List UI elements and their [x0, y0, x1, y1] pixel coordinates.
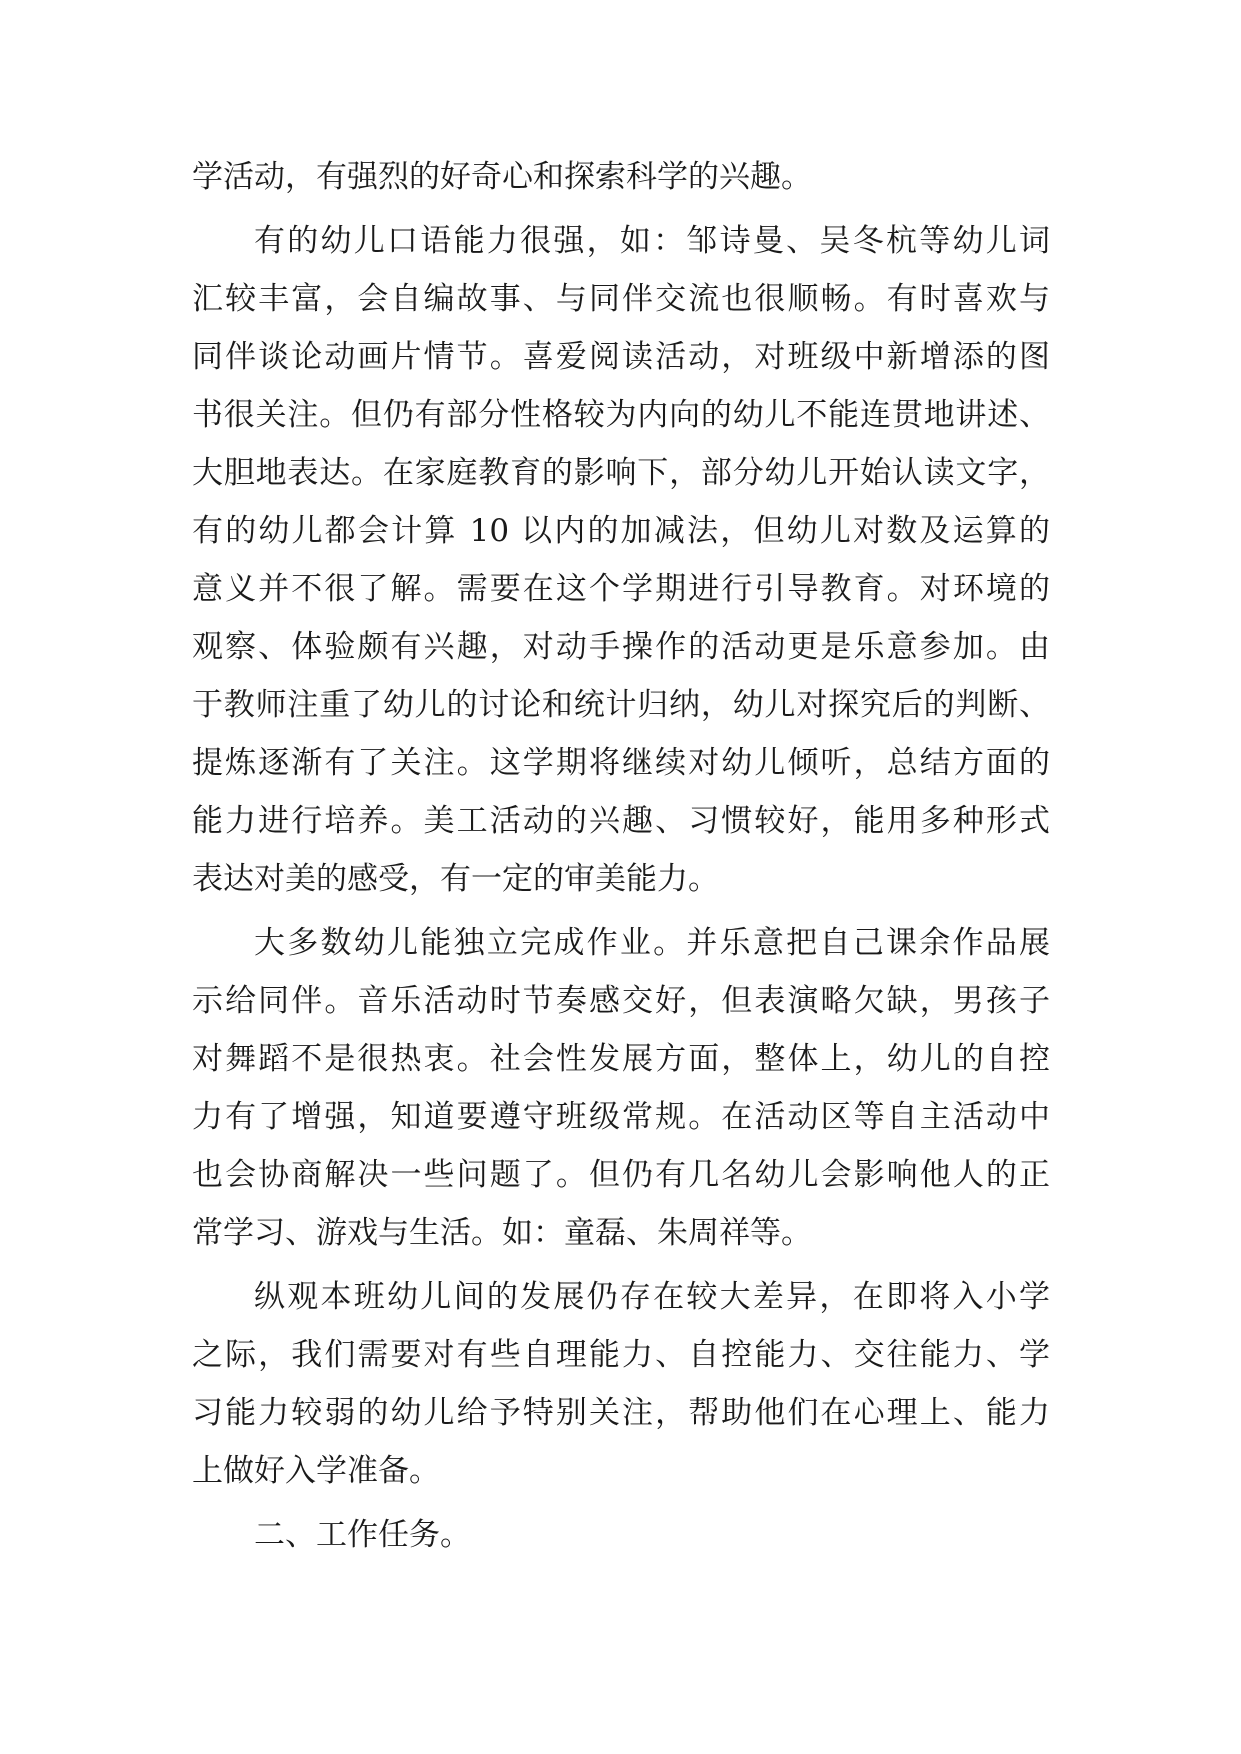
text-line: 之际，我们需要对有些自理能力、自控能力、交往能力、学: [192, 1337, 1050, 1373]
text-line: 观察、体验颇有兴趣，对动手操作的活动更是乐意参加。由: [192, 629, 1050, 665]
text-line: 常学习、游戏与生活。如：童磊、朱周祥等。: [192, 1215, 812, 1251]
text-line: 学活动，有强烈的好奇心和探索科学的兴趣。: [192, 159, 812, 195]
text-line: 也会协商解决一些问题了。但仍有几名幼儿会影响他人的正: [192, 1157, 1050, 1193]
text-line: 习能力较弱的幼儿给予特别关注，帮助他们在心理上、能力: [192, 1395, 1050, 1431]
text-line: 示给同伴。音乐活动时节奏感交好，但表演略欠缺，男孩子: [192, 983, 1050, 1019]
text-line: 能力进行培养。美工活动的兴趣、习惯较好，能用多种形式: [192, 803, 1050, 839]
text-line: 大多数幼儿能独立完成作业。并乐意把自己课余作品展: [254, 925, 1050, 961]
text-line: 同伴谈论动画片情节。喜爱阅读活动，对班级中新增添的图: [192, 339, 1050, 375]
section-heading: 二、工作任务。: [254, 1517, 471, 1553]
text-line: 提炼逐渐有了关注。这学期将继续对幼儿倾听，总结方面的: [192, 745, 1050, 781]
text-line: 有的幼儿口语能力很强，如：邹诗曼、吴冬杭等幼儿词: [254, 223, 1050, 259]
text-line: 于教师注重了幼儿的讨论和统计归纳，幼儿对探究后的判断、: [192, 687, 1050, 723]
text-line: 纵观本班幼儿间的发展仍存在较大差异，在即将入小学: [254, 1279, 1050, 1315]
text-line: 大胆地表达。在家庭教育的影响下，部分幼儿开始认读文字，: [192, 455, 1050, 491]
text-line: 有的幼儿都会计算 10 以内的加减法，但幼儿对数及运算的: [192, 513, 1050, 549]
text-line: 书很关注。但仍有部分性格较为内向的幼儿不能连贯地讲述、: [192, 397, 1050, 433]
text-line: 对舞蹈不是很热衷。社会性发展方面，整体上，幼儿的自控: [192, 1041, 1050, 1077]
text-line: 力有了增强，知道要遵守班级常规。在活动区等自主活动中: [192, 1099, 1050, 1135]
text-line: 上做好入学准备。: [192, 1453, 440, 1489]
text-line: 汇较丰富，会自编故事、与同伴交流也很顺畅。有时喜欢与: [192, 281, 1050, 317]
text-line: 意义并不很了解。需要在这个学期进行引导教育。对环境的: [192, 571, 1050, 607]
text-line: 表达对美的感受，有一定的审美能力。: [192, 861, 719, 897]
